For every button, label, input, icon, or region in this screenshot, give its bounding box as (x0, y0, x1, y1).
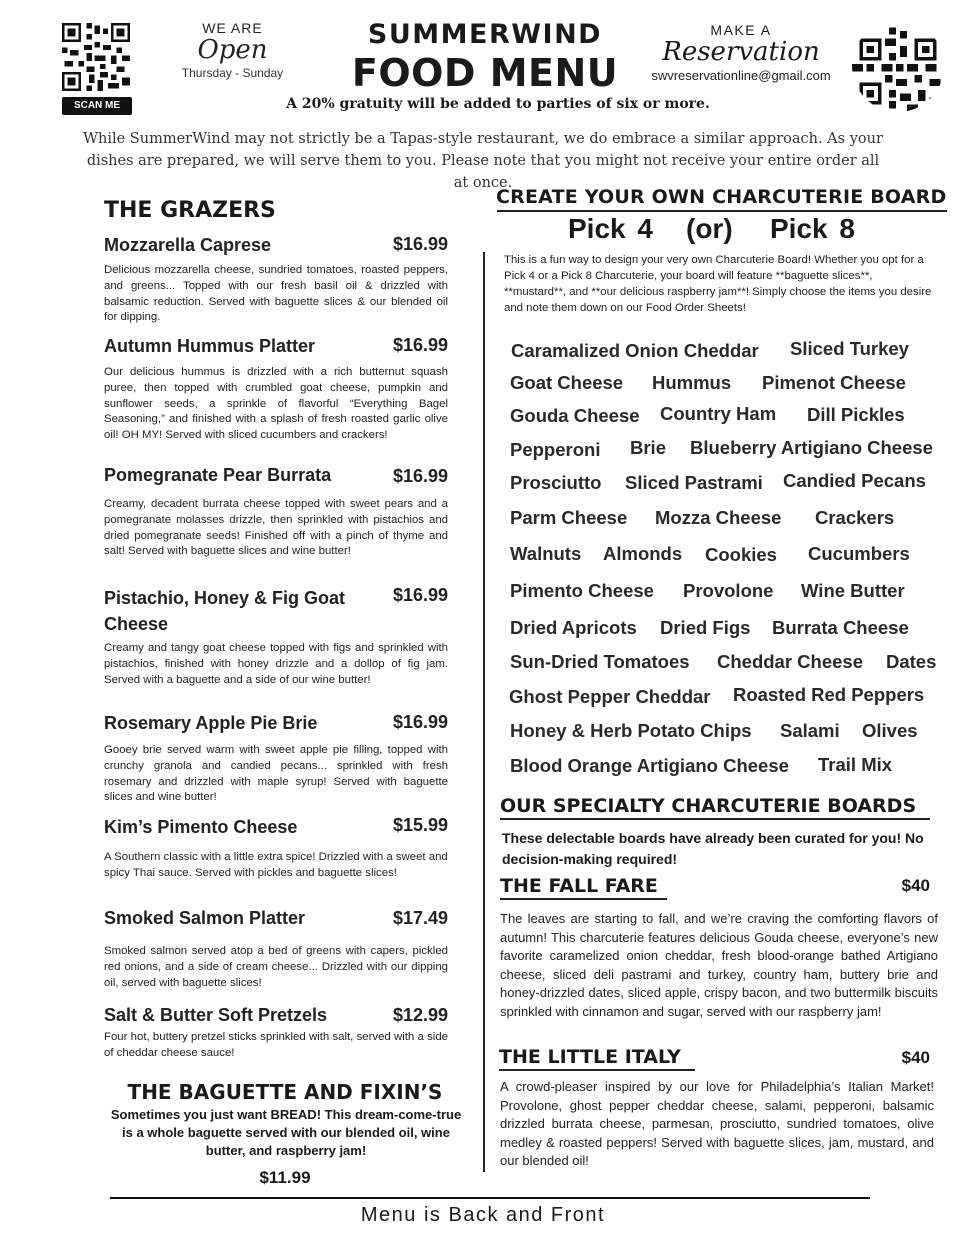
option-item: Prosciutto (510, 472, 602, 493)
board-name: THE LITTLE ITALY (499, 1046, 681, 1068)
item-price: $15.99 (392, 815, 448, 835)
column-divider (483, 252, 485, 1172)
make-a-label: MAKE A (710, 22, 772, 38)
item-price: $16.99 (392, 466, 448, 486)
option-item: Sliced Turkey (790, 338, 909, 359)
footer-divider (110, 1197, 870, 1199)
option-item: Dill Pickles (807, 404, 905, 425)
cyo-heading: CREATE YOUR OWN CHARCUTERIE BOARD (496, 186, 947, 208)
option-item: Mozza Cheese (655, 507, 782, 528)
option-item: Almonds (603, 543, 683, 564)
reservation-label: Reservation (662, 37, 820, 67)
item-price: $16.99 (392, 712, 448, 732)
or-label: (or) (686, 213, 733, 244)
board-underline (499, 1069, 695, 1071)
item-name: Mozzarella Caprese (104, 235, 272, 255)
item-price: $16.99 (392, 335, 448, 355)
item-name: Kim’s Pimento Cheese (104, 817, 298, 837)
menu-title (340, 18, 630, 94)
option-item: Sliced Pastrami (625, 472, 763, 493)
option-item: Gouda Cheese (510, 405, 640, 426)
item-price: $12.99 (392, 1005, 448, 1025)
option-item: Hummus (652, 372, 732, 393)
item-price: $17.49 (392, 908, 448, 928)
option-item: Cheddar Cheese (717, 651, 863, 672)
baguette-price: $11.99 (259, 1168, 311, 1187)
item-name: Autumn Hummus Platter (104, 336, 316, 356)
option-item: Dates (886, 651, 937, 672)
option-item: Dried Apricots (510, 617, 637, 638)
option-item: Ghost Pepper Cheddar (509, 686, 711, 707)
option-item: Walnuts (510, 543, 582, 564)
item-description: Creamy and tangy goat cheese topped with figs and sprinkled with pistachios, finished with honey drizzle and a dollop of fig jam. Served with a baguette and a side of our wine butter! (104, 642, 448, 686)
option-item: Pepperoni (510, 439, 601, 460)
option-item: Crackers (815, 507, 895, 528)
open-label: Open (197, 35, 268, 65)
open-days: Thursday - Sunday (181, 66, 284, 80)
restaurant-name: SUMMERWIND (367, 19, 603, 50)
option-item: Goat Cheese (510, 372, 624, 393)
item-description: A Southern classic with a little extra spice! Drizzled with a sweet and spicy Thai sauce. Served with pickles and baguette slices! (104, 851, 448, 879)
item-price: $16.99 (392, 234, 448, 254)
gratuity-note: A 20% gratuity will be added to parties of six or more. (286, 96, 710, 112)
baguette-heading: THE BAGUETTE AND FIXIN’S (127, 1080, 443, 1104)
board-price: $40 (901, 1048, 930, 1067)
option-item: Blueberry Artigiano Cheese (690, 437, 933, 458)
pick-8-label: Pick 8 (770, 213, 855, 244)
we-are-label: WE ARE (202, 20, 263, 36)
board-underline (500, 898, 667, 900)
grazers-heading: THE GRAZERS (104, 198, 276, 223)
option-item: Candied Pecans (783, 470, 926, 491)
intro-paragraph: While SummerWind may not strictly be a Tapas-style restaurant, we do embrace a similar approach. As your dishes are prepared, we will serve them to you. Please note that you might not receive your entire order all at once. (83, 131, 883, 191)
item-description: Smoked salmon served atop a bed of greens with capers, pickled red onions, and a side of cream cheese... Drizzled with our dipping oil, served with baguette slices! (104, 945, 448, 989)
option-item: Trail Mix (818, 754, 893, 775)
cyo-underline (497, 210, 947, 212)
board-description: A crowd-pleaser inspired by our love for Philadelphia’s Italian Market! Provolone, ghost pepper cheddar cheese, salami, pepperoni, balsamic drizzled burrata cheese, parmesan, prosciutto, sundried tomatoes, olive medley & roasted peppers! Served with baguette slices, jam, mustard, and our blended oil! (500, 1079, 934, 1168)
specialty-underline (500, 818, 930, 820)
option-item: Caramalized Onion Cheddar (511, 340, 759, 361)
item-name: Salt & Butter Soft Pretzels (104, 1005, 328, 1025)
reservation-block (635, 22, 847, 83)
reservation-email[interactable]: swvreservationline@gmail.com (651, 68, 831, 83)
option-item: Roasted Red Peppers (733, 684, 925, 705)
footer-note: Menu is Back and Front (360, 1204, 606, 1226)
food-menu-title: FOOD MENU (351, 51, 619, 95)
item-name: Smoked Salmon Platter (104, 908, 306, 928)
board-description: The leaves are starting to fall, and we’re craving the comforting flavors of autumn! This charcuterie features delicious Gouda cheese, everyone’s new favorite caramelized onion cheddar, fresh blood-orange bathed Artigiano cheese, sliced deli pastrami and turkey, country ham, buttery brie and honey-drizzled dates, sliced apple, crispy bacon, and two buttermilk biscuits sprinkled with cinnamon and sugar, served with our raspberry jam! (500, 911, 938, 1019)
option-item: Cookies (705, 544, 777, 565)
option-item: Pimenot Cheese (762, 372, 906, 393)
scan-me-badge: SCAN ME (62, 97, 132, 115)
baguette-description: Sometimes you just want BREAD! This dream-come-true is a whole baguette served with our blended oil, wine butter, and raspberry jam! (110, 1107, 462, 1158)
option-item: Salami (780, 720, 840, 741)
option-item: Olives (862, 720, 918, 741)
option-item: Cucumbers (808, 543, 910, 564)
item-description: Four hot, buttery pretzel sticks sprinkled with salt, served with a side of cheddar cheese sauce! (104, 1031, 448, 1059)
pick-4-label: Pick 4 (568, 213, 653, 244)
option-item: Honey & Herb Potato Chips (510, 720, 752, 741)
option-item: Blood Orange Artigiano Cheese (510, 755, 789, 776)
specialty-subtitle: These delectable boards have already been curated for you! No decision-making required! (502, 830, 924, 867)
item-description: Delicious mozzarella cheese, sundried tomatoes, roasted peppers, and greens... Topped with our fresh basil oil & drizzled with balsamic reduction. Served with baguette slices & our blended oil for dipping. (104, 264, 448, 324)
board-name: THE FALL FARE (500, 875, 658, 897)
item-name: Pistachio, Honey & Fig Goat Cheese (104, 588, 346, 634)
option-item: Parm Cheese (510, 507, 628, 528)
item-price: $16.99 (392, 585, 448, 605)
specialty-heading: OUR SPECIALTY CHARCUTERIE BOARDS (500, 795, 917, 817)
item-description: Our delicious hummus is drizzled with a rich butternut squash puree, then topped with crumbled goat cheese, pumpkin and sunflower seeds, a sprinkle of flavorful “Everything Bagel Seasoning,” and finished with a splash of fresh roasted garlic olive oil! OH MY! Served with sliced cucumbers and crackers! (104, 366, 448, 442)
cyo-description: This is a fun way to design your very own Charcuterie Board! Whether you opt for a Pick 4 or a Pick 8 Charcuterie, your board will feature **baguette slices**, **mustard**, and **our delicious raspberry jam**! Simply choose the items you desire and note them down on our Food Order Sheets! (504, 254, 932, 314)
option-item: Pimento Cheese (510, 580, 654, 601)
option-item: Dried Figs (660, 617, 751, 638)
option-item: Wine Butter (801, 580, 905, 601)
item-description: Gooey brie served warm with sweet apple pie filling, topped with crunchy granola and candied pecans... sprinkled with fresh rosemary and drizzled with maple syrup! Served with baguette slices and wine butter! (104, 744, 448, 804)
option-item: Provolone (683, 580, 774, 601)
qr-code-left (62, 22, 130, 92)
option-item: Country Ham (660, 403, 777, 424)
board-price: $40 (901, 876, 930, 895)
option-item: Sun-Dried Tomatoes (510, 651, 690, 672)
item-name: Pomegranate Pear Burrata (104, 465, 332, 485)
option-item: Burrata Cheese (772, 617, 909, 638)
hours-block (170, 20, 295, 80)
option-item: Brie (630, 437, 666, 458)
item-name: Rosemary Apple Pie Brie (104, 713, 318, 733)
item-description: Creamy, decadent burrata cheese topped with sweet pears and a pomegranate molasses drizzle, then sprinkled with pistachios and dried pomegranate seeds! Finished off with a pinch of thyme and salt! Served with baguette slices and wine butter! (104, 498, 448, 558)
